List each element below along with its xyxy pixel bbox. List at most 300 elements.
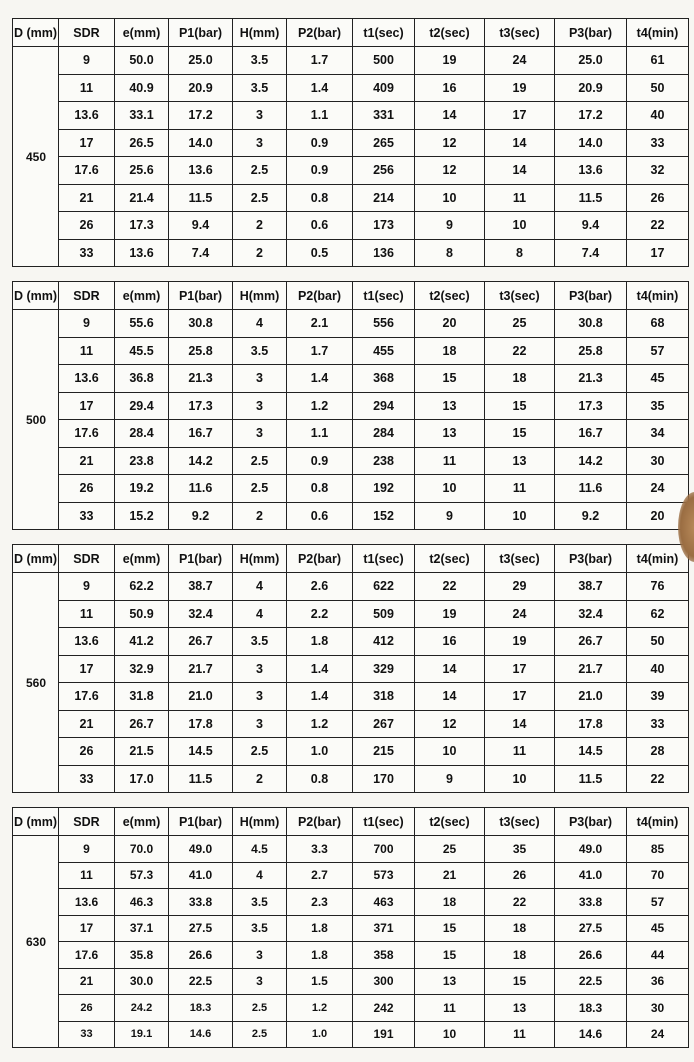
table-row [13,129,689,157]
sdr-cell: 33 [59,1021,115,1048]
t3-cell: 19 [485,74,555,102]
table-row [13,995,689,1022]
t4-cell: 68 [627,310,689,338]
sdr-cell: 26 [59,995,115,1022]
table-row [13,942,689,969]
e-cell: 13.6 [115,239,169,267]
t3-cell: 14 [485,157,555,185]
diameter-cell: 500 [13,310,59,530]
t1-cell: 573 [353,862,415,889]
t1-cell: 622 [353,573,415,601]
header-diameter: D (mm) [13,808,59,836]
p1-cell: 21.0 [169,683,233,711]
t3-cell: 25 [485,310,555,338]
p1-cell: 9.4 [169,212,233,240]
table-row [13,212,689,240]
t4-cell: 39 [627,683,689,711]
t4-cell: 62 [627,600,689,628]
t4-cell: 28 [627,738,689,766]
sdr-cell: 11 [59,337,115,365]
diameter-cell: 630 [13,836,59,1048]
h-cell: 3 [233,710,287,738]
e-cell: 41.2 [115,628,169,656]
p2-cell: 2.3 [287,889,353,916]
p2-cell: 0.6 [287,502,353,530]
p2-cell: 1.0 [287,1021,353,1048]
t3-cell: 14 [485,710,555,738]
t1-cell: 318 [353,683,415,711]
header-p3: P3(bar) [555,808,627,836]
p3-cell: 22.5 [555,968,627,995]
e-cell: 26.7 [115,710,169,738]
t2-cell: 10 [415,738,485,766]
t1-cell: 265 [353,129,415,157]
table-row [13,420,689,448]
header-t4: t4(min) [627,282,689,310]
t4-cell: 61 [627,47,689,75]
table-row [13,968,689,995]
t2-cell: 16 [415,628,485,656]
t3-cell: 14 [485,129,555,157]
table-row [13,573,689,601]
p1-cell: 7.4 [169,239,233,267]
t3-cell: 10 [485,765,555,793]
t4-cell: 33 [627,710,689,738]
p3-cell: 18.3 [555,995,627,1022]
t4-cell: 30 [627,447,689,475]
t4-cell: 44 [627,942,689,969]
t1-cell: 256 [353,157,415,185]
header-t3: t3(sec) [485,282,555,310]
t3-cell: 35 [485,836,555,863]
h-cell: 2 [233,765,287,793]
t1-cell: 331 [353,102,415,130]
t2-cell: 12 [415,710,485,738]
h-cell: 3.5 [233,915,287,942]
p1-cell: 21.3 [169,365,233,393]
header-sdr: SDR [59,545,115,573]
h-cell: 4 [233,573,287,601]
p1-cell: 32.4 [169,600,233,628]
e-cell: 35.8 [115,942,169,969]
t3-cell: 10 [485,502,555,530]
p2-cell: 0.8 [287,184,353,212]
diameter-cell: 450 [13,47,59,267]
header-t3: t3(sec) [485,545,555,573]
t4-cell: 30 [627,995,689,1022]
p3-cell: 14.6 [555,1021,627,1048]
sdr-cell: 17 [59,655,115,683]
t1-cell: 192 [353,475,415,503]
table-header [13,19,689,47]
t2-cell: 14 [415,655,485,683]
t3-cell: 8 [485,239,555,267]
t3-cell: 22 [485,337,555,365]
p1-cell: 16.7 [169,420,233,448]
h-cell: 3.5 [233,889,287,916]
p3-cell: 14.2 [555,447,627,475]
table-row [13,447,689,475]
table-row [13,915,689,942]
t2-cell: 16 [415,74,485,102]
e-cell: 33.1 [115,102,169,130]
header-p1: P1(bar) [169,545,233,573]
sdr-cell: 33 [59,239,115,267]
h-cell: 3 [233,392,287,420]
t4-cell: 40 [627,655,689,683]
h-cell: 2.5 [233,1021,287,1048]
sdr-cell: 33 [59,765,115,793]
header-p3: P3(bar) [555,545,627,573]
h-cell: 3 [233,655,287,683]
t1-cell: 500 [353,47,415,75]
p3-cell: 14.5 [555,738,627,766]
header-t4: t4(min) [627,19,689,47]
t2-cell: 11 [415,995,485,1022]
p3-cell: 41.0 [555,862,627,889]
t2-cell: 14 [415,102,485,130]
p3-cell: 49.0 [555,836,627,863]
t4-cell: 24 [627,1021,689,1048]
e-cell: 25.6 [115,157,169,185]
p3-cell: 21.3 [555,365,627,393]
p1-cell: 26.6 [169,942,233,969]
t3-cell: 15 [485,968,555,995]
t1-cell: 556 [353,310,415,338]
t4-cell: 32 [627,157,689,185]
sdr-cell: 21 [59,184,115,212]
table-row [13,157,689,185]
t2-cell: 10 [415,184,485,212]
t2-cell: 12 [415,129,485,157]
e-cell: 19.2 [115,475,169,503]
t3-cell: 11 [485,184,555,212]
t1-cell: 409 [353,74,415,102]
header-h: H(mm) [233,808,287,836]
e-cell: 62.2 [115,573,169,601]
e-cell: 50.9 [115,600,169,628]
t4-cell: 20 [627,502,689,530]
table-row [13,738,689,766]
sdr-cell: 11 [59,862,115,889]
table-row [13,502,689,530]
t2-cell: 18 [415,889,485,916]
t2-cell: 19 [415,600,485,628]
t1-cell: 170 [353,765,415,793]
header-p2: P2(bar) [287,19,353,47]
p1-cell: 11.6 [169,475,233,503]
header-t2: t2(sec) [415,545,485,573]
e-cell: 40.9 [115,74,169,102]
e-cell: 37.1 [115,915,169,942]
sdr-cell: 17.6 [59,683,115,711]
p2-cell: 0.9 [287,157,353,185]
t4-cell: 45 [627,365,689,393]
sdr-cell: 21 [59,968,115,995]
diameter-cell: 560 [13,573,59,793]
header-row [13,545,689,573]
document-page [12,18,688,1062]
t3-cell: 11 [485,738,555,766]
p1-cell: 14.5 [169,738,233,766]
t2-cell: 15 [415,365,485,393]
p3-cell: 11.5 [555,765,627,793]
header-t1: t1(sec) [353,808,415,836]
h-cell: 3 [233,365,287,393]
table-row [13,337,689,365]
t2-cell: 10 [415,475,485,503]
t4-cell: 36 [627,968,689,995]
t4-cell: 70 [627,862,689,889]
header-t1: t1(sec) [353,545,415,573]
p3-cell: 30.8 [555,310,627,338]
t3-cell: 24 [485,47,555,75]
p2-cell: 1.7 [287,47,353,75]
p3-cell: 21.0 [555,683,627,711]
t2-cell: 14 [415,683,485,711]
table-row [13,310,689,338]
sdr-cell: 17.6 [59,157,115,185]
t1-cell: 191 [353,1021,415,1048]
h-cell: 3 [233,129,287,157]
h-cell: 2.5 [233,738,287,766]
e-cell: 50.0 [115,47,169,75]
sdr-cell: 26 [59,738,115,766]
sdr-cell: 11 [59,600,115,628]
t3-cell: 15 [485,420,555,448]
t4-cell: 24 [627,475,689,503]
header-row [13,808,689,836]
t1-cell: 371 [353,915,415,942]
p3-cell: 17.8 [555,710,627,738]
t3-cell: 29 [485,573,555,601]
t2-cell: 19 [415,47,485,75]
p2-cell: 1.2 [287,392,353,420]
t3-cell: 18 [485,365,555,393]
table-row [13,889,689,916]
p3-cell: 9.2 [555,502,627,530]
h-cell: 3 [233,102,287,130]
h-cell: 4 [233,600,287,628]
p2-cell: 0.9 [287,129,353,157]
p1-cell: 13.6 [169,157,233,185]
t3-cell: 11 [485,475,555,503]
sdr-cell: 13.6 [59,102,115,130]
header-t1: t1(sec) [353,282,415,310]
t2-cell: 11 [415,447,485,475]
header-p2: P2(bar) [287,808,353,836]
t3-cell: 17 [485,683,555,711]
p1-cell: 14.2 [169,447,233,475]
h-cell: 4 [233,310,287,338]
t1-cell: 242 [353,995,415,1022]
t4-cell: 34 [627,420,689,448]
h-cell: 3 [233,683,287,711]
header-t3: t3(sec) [485,808,555,836]
t1-cell: 300 [353,968,415,995]
header-t1: t1(sec) [353,19,415,47]
header-t2: t2(sec) [415,19,485,47]
p3-cell: 17.2 [555,102,627,130]
h-cell: 2.5 [233,475,287,503]
table-header [13,282,689,310]
sdr-cell: 13.6 [59,889,115,916]
p1-cell: 25.0 [169,47,233,75]
p2-cell: 0.9 [287,447,353,475]
header-sdr: SDR [59,19,115,47]
t1-cell: 455 [353,337,415,365]
header-t2: t2(sec) [415,808,485,836]
table-row [13,628,689,656]
h-cell: 3.5 [233,47,287,75]
t4-cell: 26 [627,184,689,212]
t3-cell: 24 [485,600,555,628]
p1-cell: 11.5 [169,765,233,793]
table-row [13,47,689,75]
table-row [13,600,689,628]
t4-cell: 22 [627,765,689,793]
sdr-cell: 11 [59,74,115,102]
p3-cell: 32.4 [555,600,627,628]
p3-cell: 25.8 [555,337,627,365]
p2-cell: 1.4 [287,655,353,683]
t1-cell: 509 [353,600,415,628]
p2-cell: 0.6 [287,212,353,240]
t4-cell: 45 [627,915,689,942]
p1-cell: 11.5 [169,184,233,212]
p3-cell: 11.6 [555,475,627,503]
t4-cell: 57 [627,337,689,365]
t1-cell: 136 [353,239,415,267]
spec-table-630 [12,807,689,1048]
p3-cell: 14.0 [555,129,627,157]
p1-cell: 38.7 [169,573,233,601]
header-t4: t4(min) [627,808,689,836]
h-cell: 2.5 [233,157,287,185]
table-row [13,655,689,683]
p1-cell: 49.0 [169,836,233,863]
table-row [13,862,689,889]
p2-cell: 0.8 [287,765,353,793]
t2-cell: 8 [415,239,485,267]
t3-cell: 19 [485,628,555,656]
p2-cell: 0.5 [287,239,353,267]
h-cell: 4.5 [233,836,287,863]
table-row [13,102,689,130]
p2-cell: 3.3 [287,836,353,863]
p2-cell: 1.4 [287,365,353,393]
sdr-cell: 9 [59,310,115,338]
t3-cell: 17 [485,102,555,130]
p3-cell: 16.7 [555,420,627,448]
e-cell: 30.0 [115,968,169,995]
t4-cell: 22 [627,212,689,240]
e-cell: 29.4 [115,392,169,420]
t2-cell: 22 [415,573,485,601]
t4-cell: 57 [627,889,689,916]
t2-cell: 13 [415,420,485,448]
table-row [13,710,689,738]
t1-cell: 358 [353,942,415,969]
e-cell: 31.8 [115,683,169,711]
h-cell: 3.5 [233,628,287,656]
p3-cell: 11.5 [555,184,627,212]
header-sdr: SDR [59,808,115,836]
e-cell: 26.5 [115,129,169,157]
spec-table-500 [12,281,689,530]
header-p2: P2(bar) [287,282,353,310]
p2-cell: 1.4 [287,683,353,711]
sdr-cell: 26 [59,475,115,503]
sdr-cell: 17 [59,129,115,157]
sdr-cell: 9 [59,836,115,863]
t4-cell: 50 [627,628,689,656]
sdr-cell: 9 [59,47,115,75]
p2-cell: 1.8 [287,915,353,942]
h-cell: 3 [233,968,287,995]
sdr-cell: 9 [59,573,115,601]
e-cell: 36.8 [115,365,169,393]
t1-cell: 214 [353,184,415,212]
t3-cell: 10 [485,212,555,240]
t3-cell: 18 [485,942,555,969]
spec-table-450 [12,18,689,267]
t1-cell: 294 [353,392,415,420]
table-row [13,475,689,503]
sdr-cell: 17.6 [59,942,115,969]
t2-cell: 12 [415,157,485,185]
sdr-cell: 33 [59,502,115,530]
t1-cell: 284 [353,420,415,448]
p3-cell: 17.3 [555,392,627,420]
e-cell: 32.9 [115,655,169,683]
p2-cell: 1.4 [287,74,353,102]
p2-cell: 1.2 [287,995,353,1022]
t2-cell: 15 [415,942,485,969]
t3-cell: 26 [485,862,555,889]
e-cell: 17.3 [115,212,169,240]
t2-cell: 9 [415,765,485,793]
p1-cell: 17.8 [169,710,233,738]
h-cell: 4 [233,862,287,889]
p2-cell: 1.0 [287,738,353,766]
header-sdr: SDR [59,282,115,310]
header-e: e(mm) [115,808,169,836]
sdr-cell: 13.6 [59,365,115,393]
header-row [13,282,689,310]
p3-cell: 26.6 [555,942,627,969]
t1-cell: 238 [353,447,415,475]
t3-cell: 18 [485,915,555,942]
table-row [13,836,689,863]
t3-cell: 13 [485,447,555,475]
p2-cell: 0.8 [287,475,353,503]
p1-cell: 17.2 [169,102,233,130]
sdr-cell: 17 [59,915,115,942]
sdr-cell: 21 [59,447,115,475]
h-cell: 2.5 [233,184,287,212]
p3-cell: 13.6 [555,157,627,185]
t4-cell: 40 [627,102,689,130]
table-header [13,808,689,836]
p3-cell: 27.5 [555,915,627,942]
p2-cell: 1.2 [287,710,353,738]
p1-cell: 26.7 [169,628,233,656]
p1-cell: 21.7 [169,655,233,683]
t2-cell: 9 [415,212,485,240]
e-cell: 45.5 [115,337,169,365]
t2-cell: 18 [415,337,485,365]
